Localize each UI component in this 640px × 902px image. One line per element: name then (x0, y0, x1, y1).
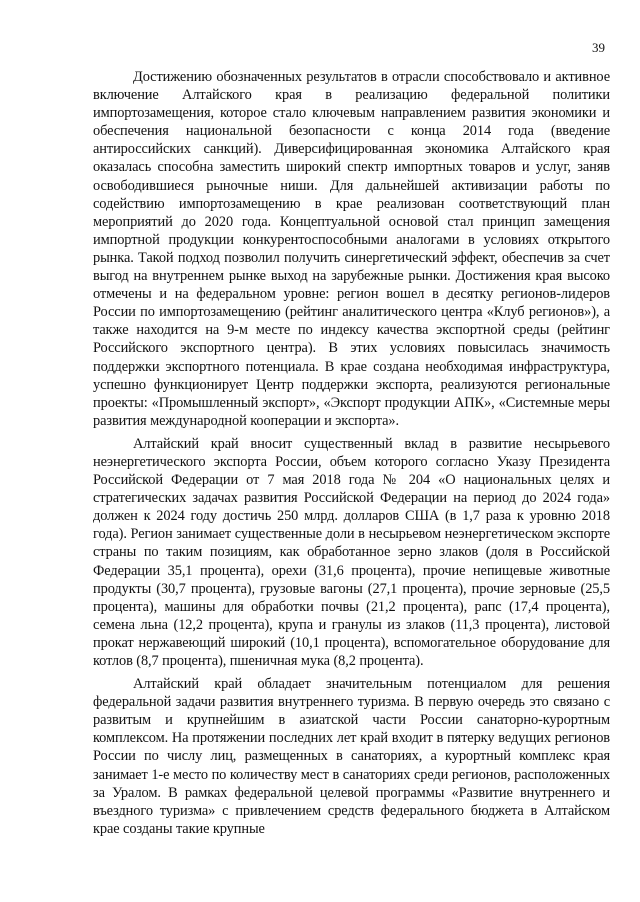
body-text (93, 68, 610, 843)
paragraph-non-resource-export: Алтайский край вносит существенный вклад в развитие несырьевого неэнергетического экспорта России, объем которого согласно Указу Президента Российской Федерации от 7 мая 2018 года № 204 «О национальных целях и стратегических задачах развития Российской Федерации на период до 2024 года» должен к 2024 году достичь 250 млрд. долларов США (в 1,7 раза к уровню 2018 года). Регион занимает существенные доли в несырьевом неэнергетическом экспорте страны по таким позициям, как обработанное зерно злаков (доля в Российской Федерации 35,1 процента), орехи (31,6 процента), прочие непищевые животные продукты (30,7 процента), грузовые вагоны (27,1 процента), прочие зерновые (25,5 процента), машины для обработки почвы (21,2 процента), рапс (17,4 процента), семена льна (12,2 процента), крупа и гранулы из злаков (11,3 процента), листовой прокат нержавеющий широкий (10,1 процента), вспомогательное оборудование для котлов (8,7 процента), пшеничная мука (8,2 процента). (93, 435, 610, 669)
paragraph-domestic-tourism: Алтайский край обладает значительным потенциалом для решения федеральной задачи развития внутреннего туризма. В первую очередь это связано с развитым и крупнейшим в азиатской части России санаторно-курортным комплексом. На протяжении последних лет край входит в пятерку ведущих регионов России по числу лиц, размещенных в санаториях, а курортный комплекс края занимает 1-е место по количеству мест в санаториях среди регионов, расположенных за Уралом. В рамках федеральной целевой программы «Развитие внутреннего и въездного туризма» с привлечением средств федерального бюджета в Алтайском крае созданы такие крупные (93, 676, 610, 837)
page-number: 39 (592, 40, 605, 55)
paragraph-import-substitution: Достижению обозначенных результатов в отрасли способствовало и активное включение Алтайского края в реализацию федеральной политики импортозамещения, которое стало ключевым направлением развития экономики и обеспечения национальной безопасности с конца 2014 года (введение антироссийских санкций). Диверсифицированная экономика Алтайского края оказалась способна заместить широкий спектр импортных товаров и услуг, заняв освободившиеся рыночные ниши. Для дальнейшей активизации работы по содействию импортозамещению в крае реализован соответствующий план мероприятий до 2020 года. Концептуальной основой стал принцип замещения импортной продукции конкурентоспособными аналогами в условиях открытого рынка. Такой подход позволил получить синергетический эффект, обеспечив за счет выгод на внутреннем рынке выход на зарубежные рынки. Достижения края высоко отмечены и на федеральном уровне: регион вошел в десятку регионов-лидеров России по импортозамещению (рейтинг аналитического центра «Клуб регионов»), а также находится на 9-м месте по индексу качества экспортной среды (рейтинг Российского экспортного центра). В этих условиях повысилась значимость поддержки экспортного потенциала. В крае создана необходимая инфраструктура, успешно функционирует Центр поддержки экспорта, реализуются региональные проекты: «Промышленный экспорт», «Экспорт продукции АПК», «Системные меры развития международной кооперации и экспорта». (93, 69, 610, 429)
